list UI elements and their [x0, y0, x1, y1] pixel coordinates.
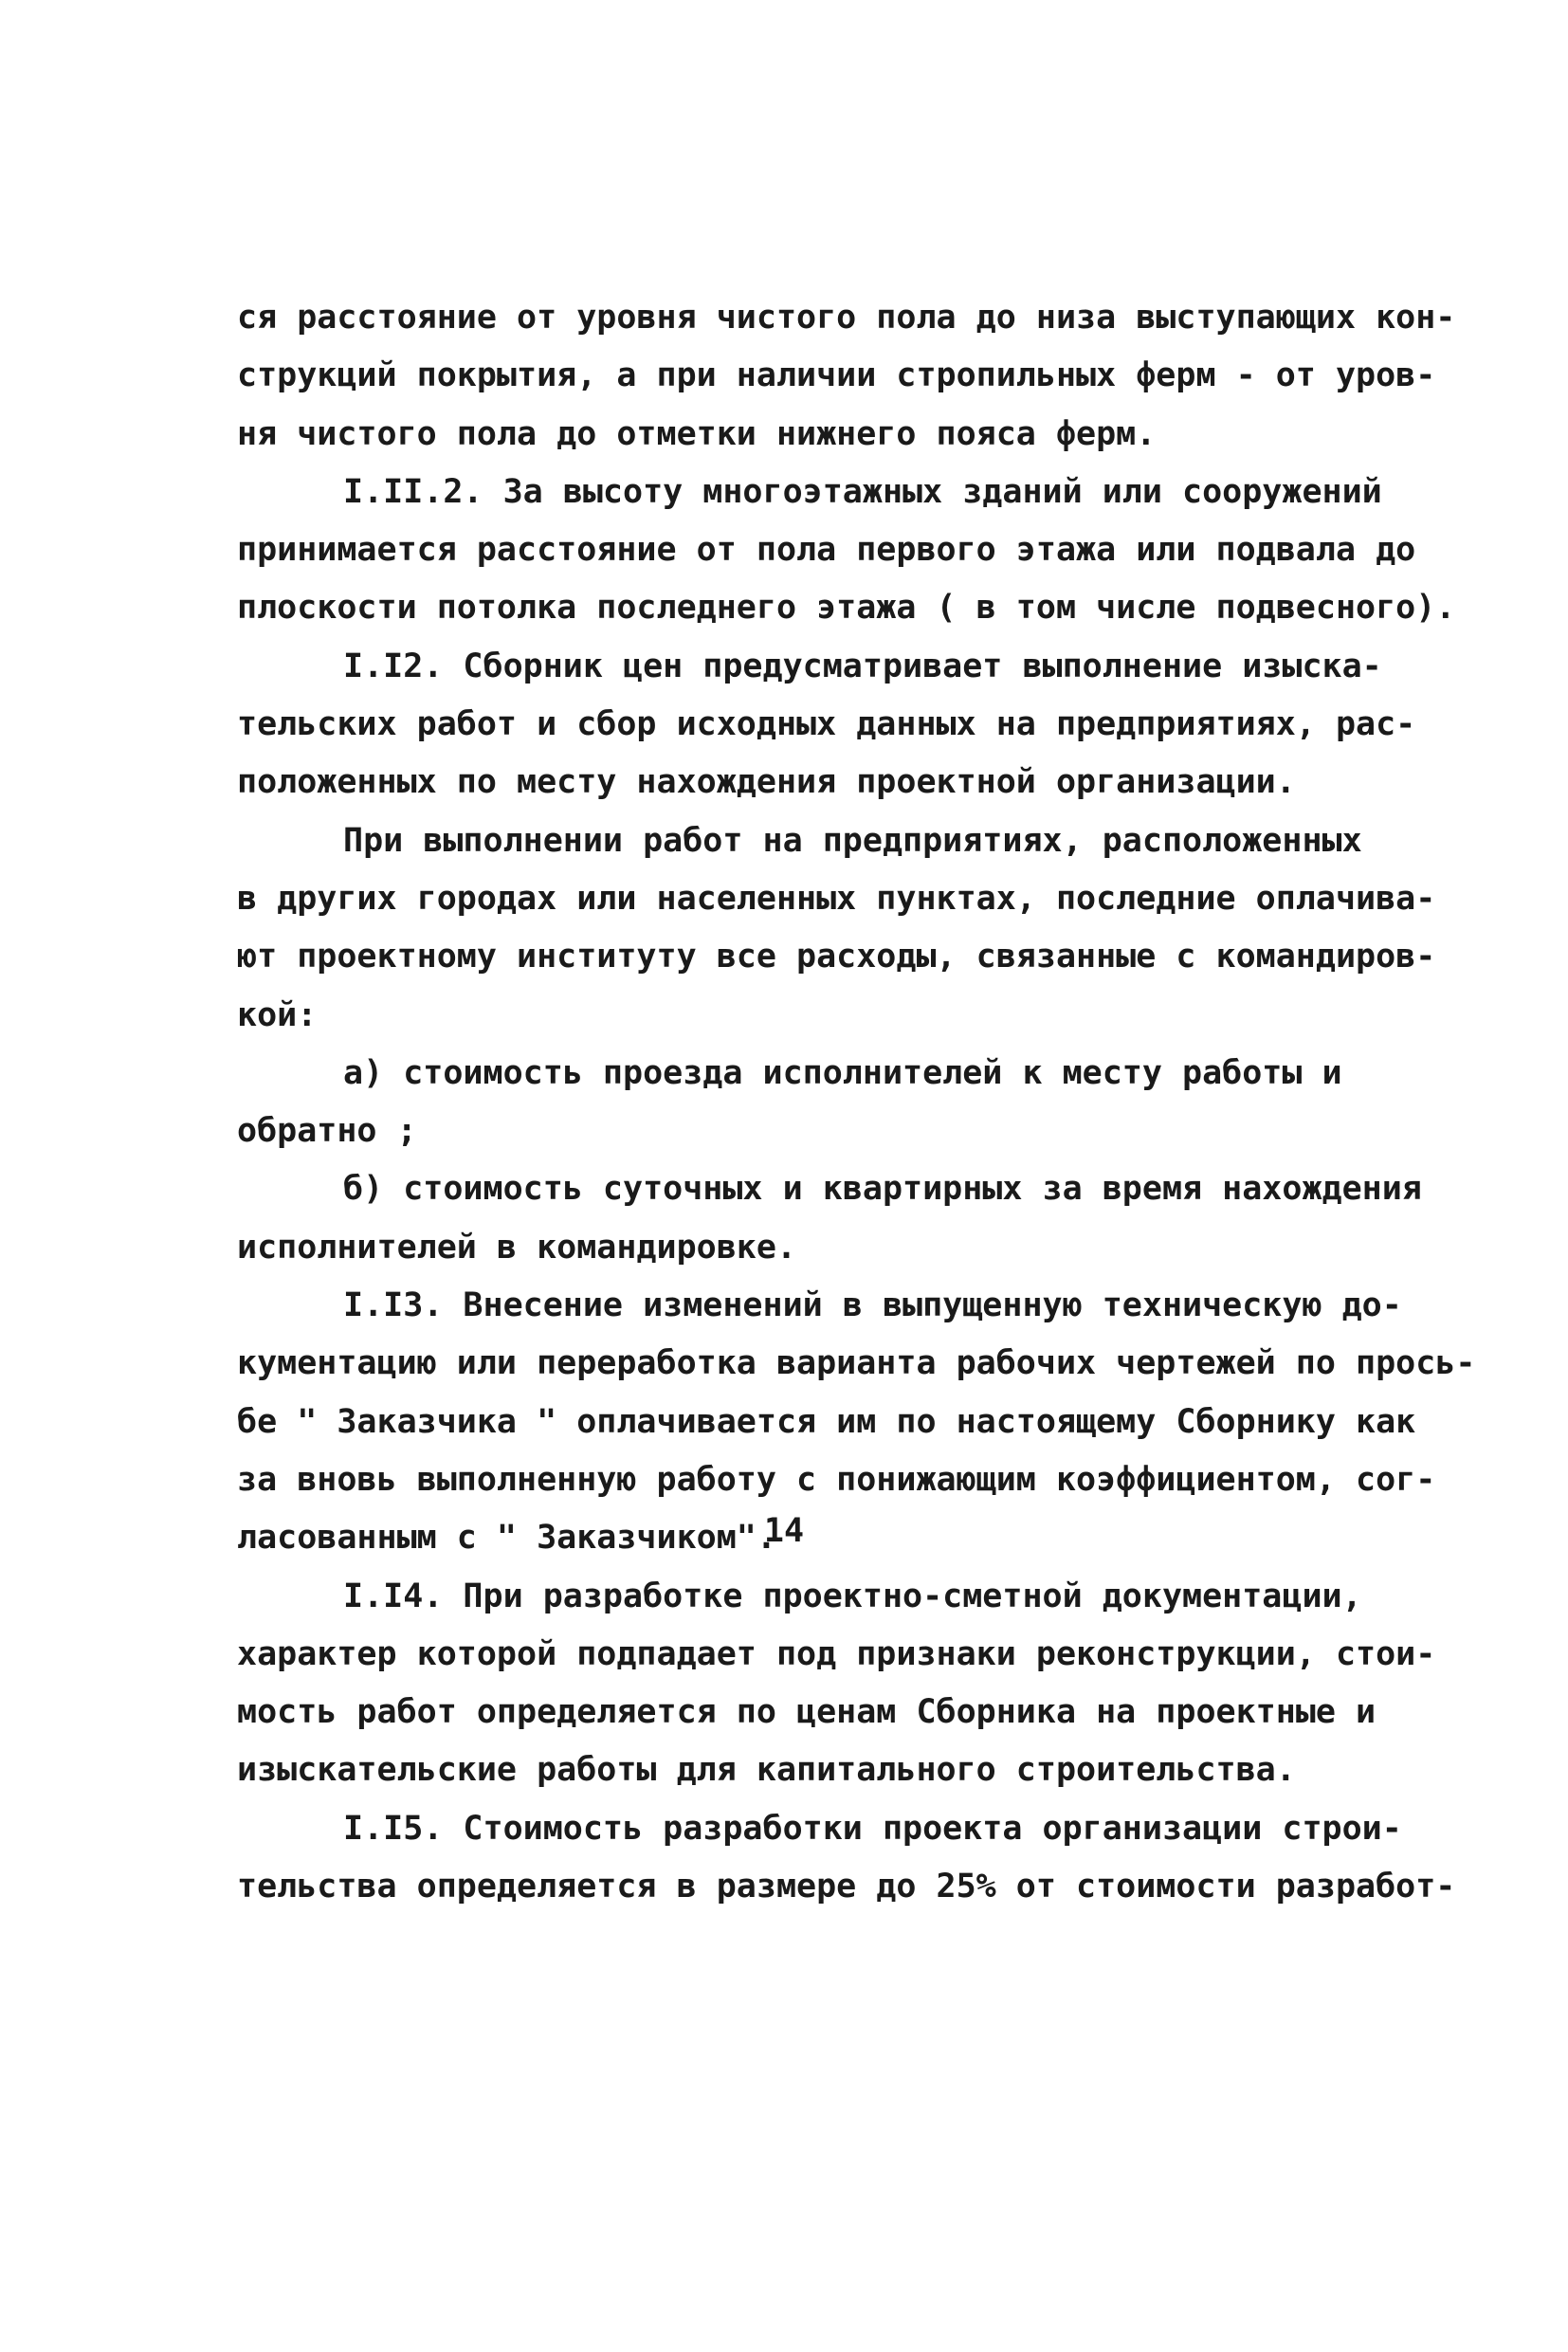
text-line: тельства определяется в размере до 25% от стоимости разработ- — [237, 1868, 1456, 1906]
text-line: изыскательские работы для капитального строительства. — [237, 1751, 1296, 1790]
text-line: за вновь выполненную работу с понижающим коэффициентом, сог- — [237, 1460, 1436, 1499]
text-line: в других городах или населенных пунктах, последние оплачива- — [237, 879, 1436, 918]
text-line: ют проектному институту все расходы, связанные с командиров- — [237, 938, 1436, 976]
text-line: I.I4. При разработке проектно-сметной документации, — [343, 1577, 1362, 1615]
text-line: ся расстояние от уровня чистого пола до низа выступающих кон- — [237, 299, 1456, 337]
text-line: кументацию или переработка варианта рабочих чертежей по прось- — [237, 1344, 1476, 1383]
text-line: плоскости потолка последнего этажа ( в том числе подвесного). — [237, 589, 1456, 628]
text-line: кой: — [237, 995, 318, 1034]
body-text — [237, 289, 1476, 1916]
text-line: I.I3. Внесение изменений в выпущенную техническую до- — [343, 1286, 1402, 1325]
text-line: а) стоимость проезда исполнителей к месту работы и — [343, 1053, 1342, 1092]
text-line: обратно ; — [237, 1112, 417, 1151]
text-line: исполнителей в командировке. — [237, 1228, 797, 1267]
text-line: ня чистого пола до отметки нижнего пояса ферм. — [237, 414, 1157, 453]
text-line: характер которой подпадает под признаки реконструкции, стои- — [237, 1634, 1436, 1673]
text-line: ласованным с " Заказчиком". — [237, 1519, 776, 1558]
text-line: б) стоимость суточных и квартирных за время нахождения — [343, 1170, 1422, 1209]
text-line: бе " Заказчика " оплачивается им по настоящему Сборнику как — [237, 1402, 1416, 1441]
page-number: 14 — [763, 1512, 805, 1550]
text-line: принимается расстояние от пола первого этажа или подвала до — [237, 531, 1416, 570]
text-line: При выполнении работ на предприятиях, расположенных — [343, 821, 1362, 860]
text-line: I.I5. Стоимость разработки проекта организации строи- — [343, 1809, 1402, 1848]
text-line: тельских работ и сбор исходных данных на предприятиях, рас- — [237, 705, 1416, 744]
text-line: I.I2. Сборник цен предусматривает выполнение изыска- — [343, 647, 1382, 685]
text-line: положенных по месту нахождения проектной организации. — [237, 763, 1296, 802]
text-line: струкций покрытия, а при наличии стропильных ферм - от уров- — [237, 356, 1436, 395]
text-line: I.II.2. За высоту многоэтажных зданий или сооружений — [343, 472, 1382, 511]
text-line: мость работ определяется по ценам Сборника на проектные и — [237, 1693, 1377, 1732]
